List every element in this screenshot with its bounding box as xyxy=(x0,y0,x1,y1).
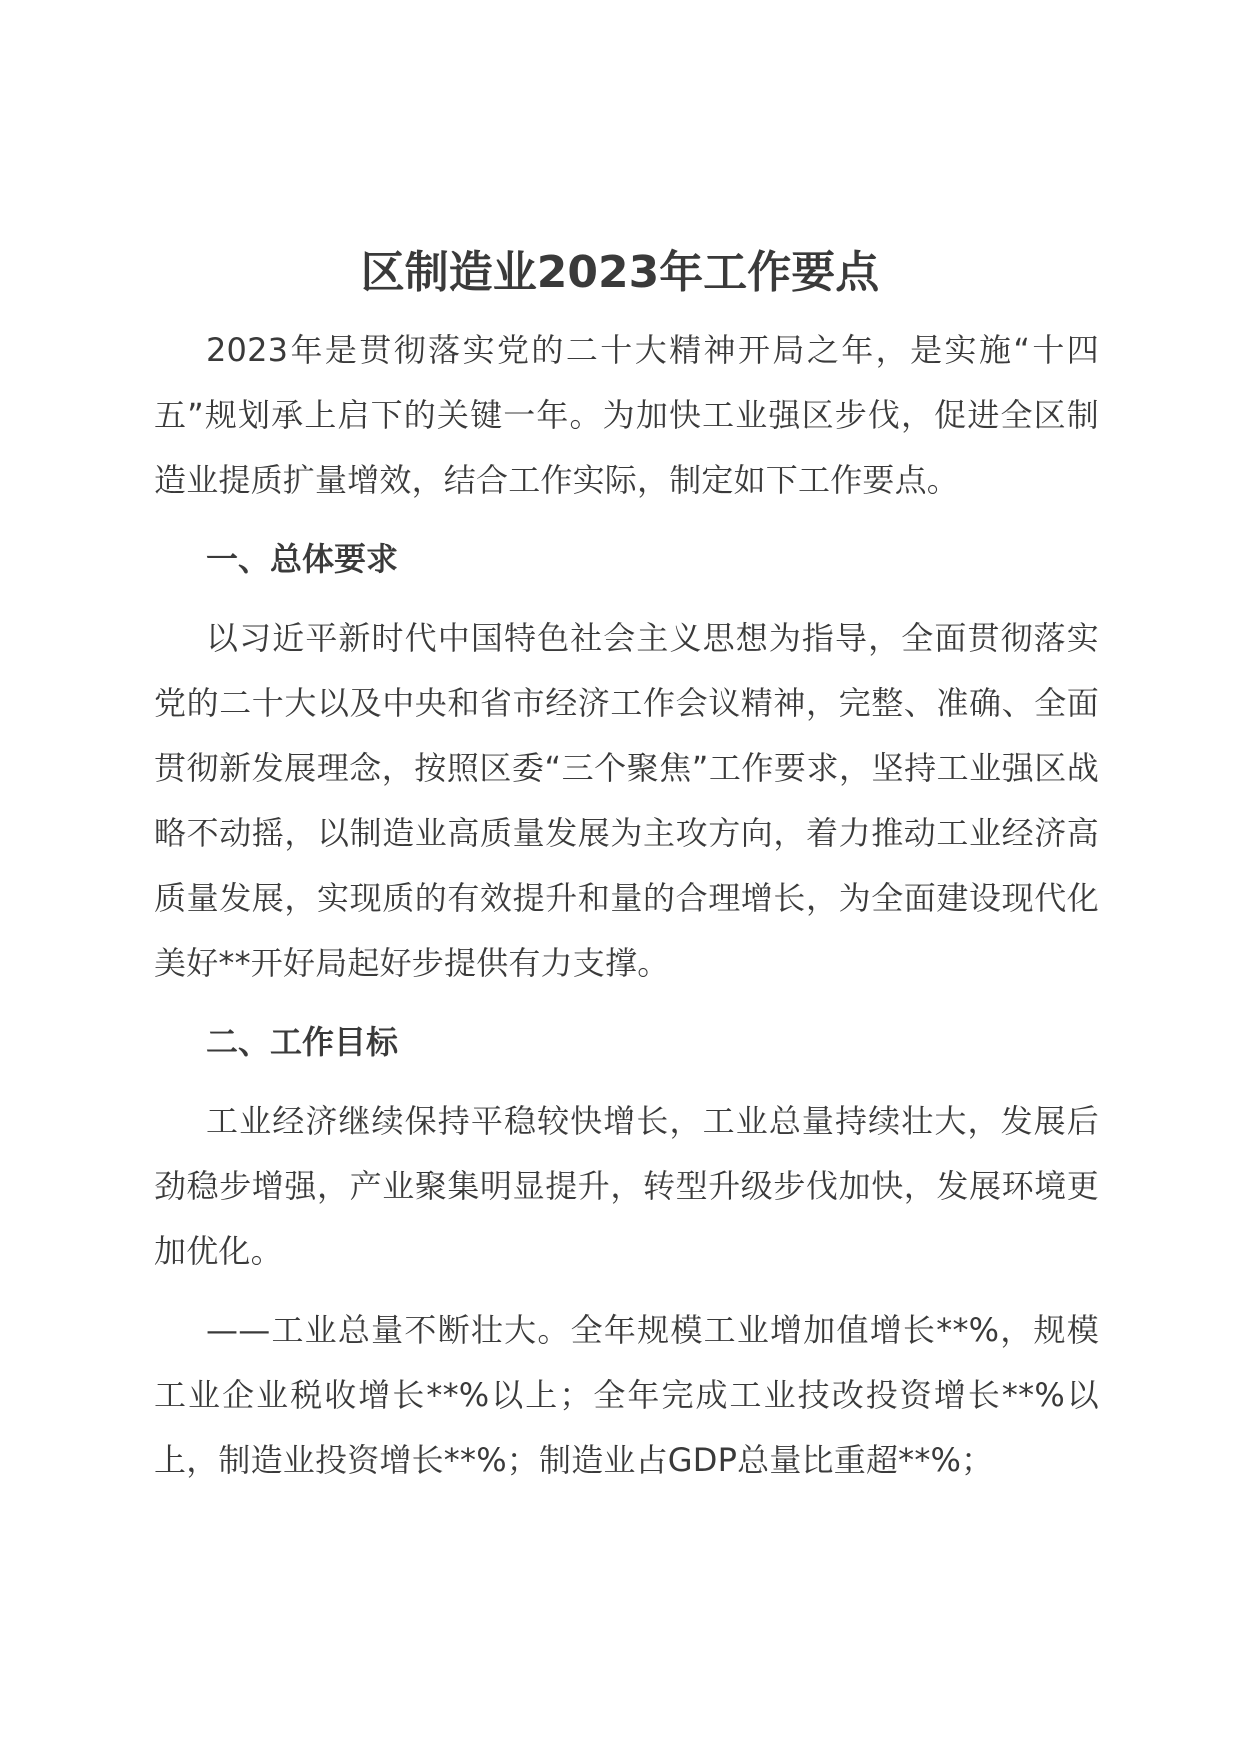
section-paragraph-work-goals: 工业经济继续保持平稳较快增长，工业总量持续壮大，发展后劲稳步增强，产业聚集明显提升，转型升级步伐加快，发展环境更加优化。 xyxy=(154,1102,1099,1270)
spacer xyxy=(154,513,1099,527)
document-body xyxy=(154,318,1099,1493)
section-heading-general-requirements: 一、总体要求 xyxy=(206,540,399,578)
spacer xyxy=(154,592,1099,606)
document-title: 区制造业2023年工作要点 xyxy=(360,247,880,298)
goal-item-industrial-volume: ——工业总量不断壮大。全年规模工业增加值增长**%，规模工业企业税收增长**%以上；全年完成工业技改投资增长**%以上，制造业投资增长**%；制造业占GDP总量比重超**%； xyxy=(154,1311,1099,1479)
spacer xyxy=(154,1284,1099,1298)
intro-paragraph: 2023年是贯彻落实党的二十大精神开局之年，是实施“十四五”规划承上启下的关键一年。为加快工业强区步伐，促进全区制造业提质扩量增效，结合工作实际，制定如下工作要点。 xyxy=(154,331,1099,499)
section-paragraph-general-requirements: 以习近平新时代中国特色社会主义思想为指导，全面贯彻落实党的二十大以及中央和省市经济工作会议精神，完整、准确、全面贯彻新发展理念，按照区委“三个聚焦”工作要求，坚持工业强区战略不动摇，以制造业高质量发展为主攻方向，着力推动工业经济高质量发展，实现质的有效提升和量的合理增长，为全面建设现代化美好**开好局起好步提供有力支撑。 xyxy=(154,619,1099,982)
spacer xyxy=(154,1075,1099,1089)
section-heading-work-goals: 二、工作目标 xyxy=(206,1023,399,1061)
spacer xyxy=(154,996,1099,1010)
